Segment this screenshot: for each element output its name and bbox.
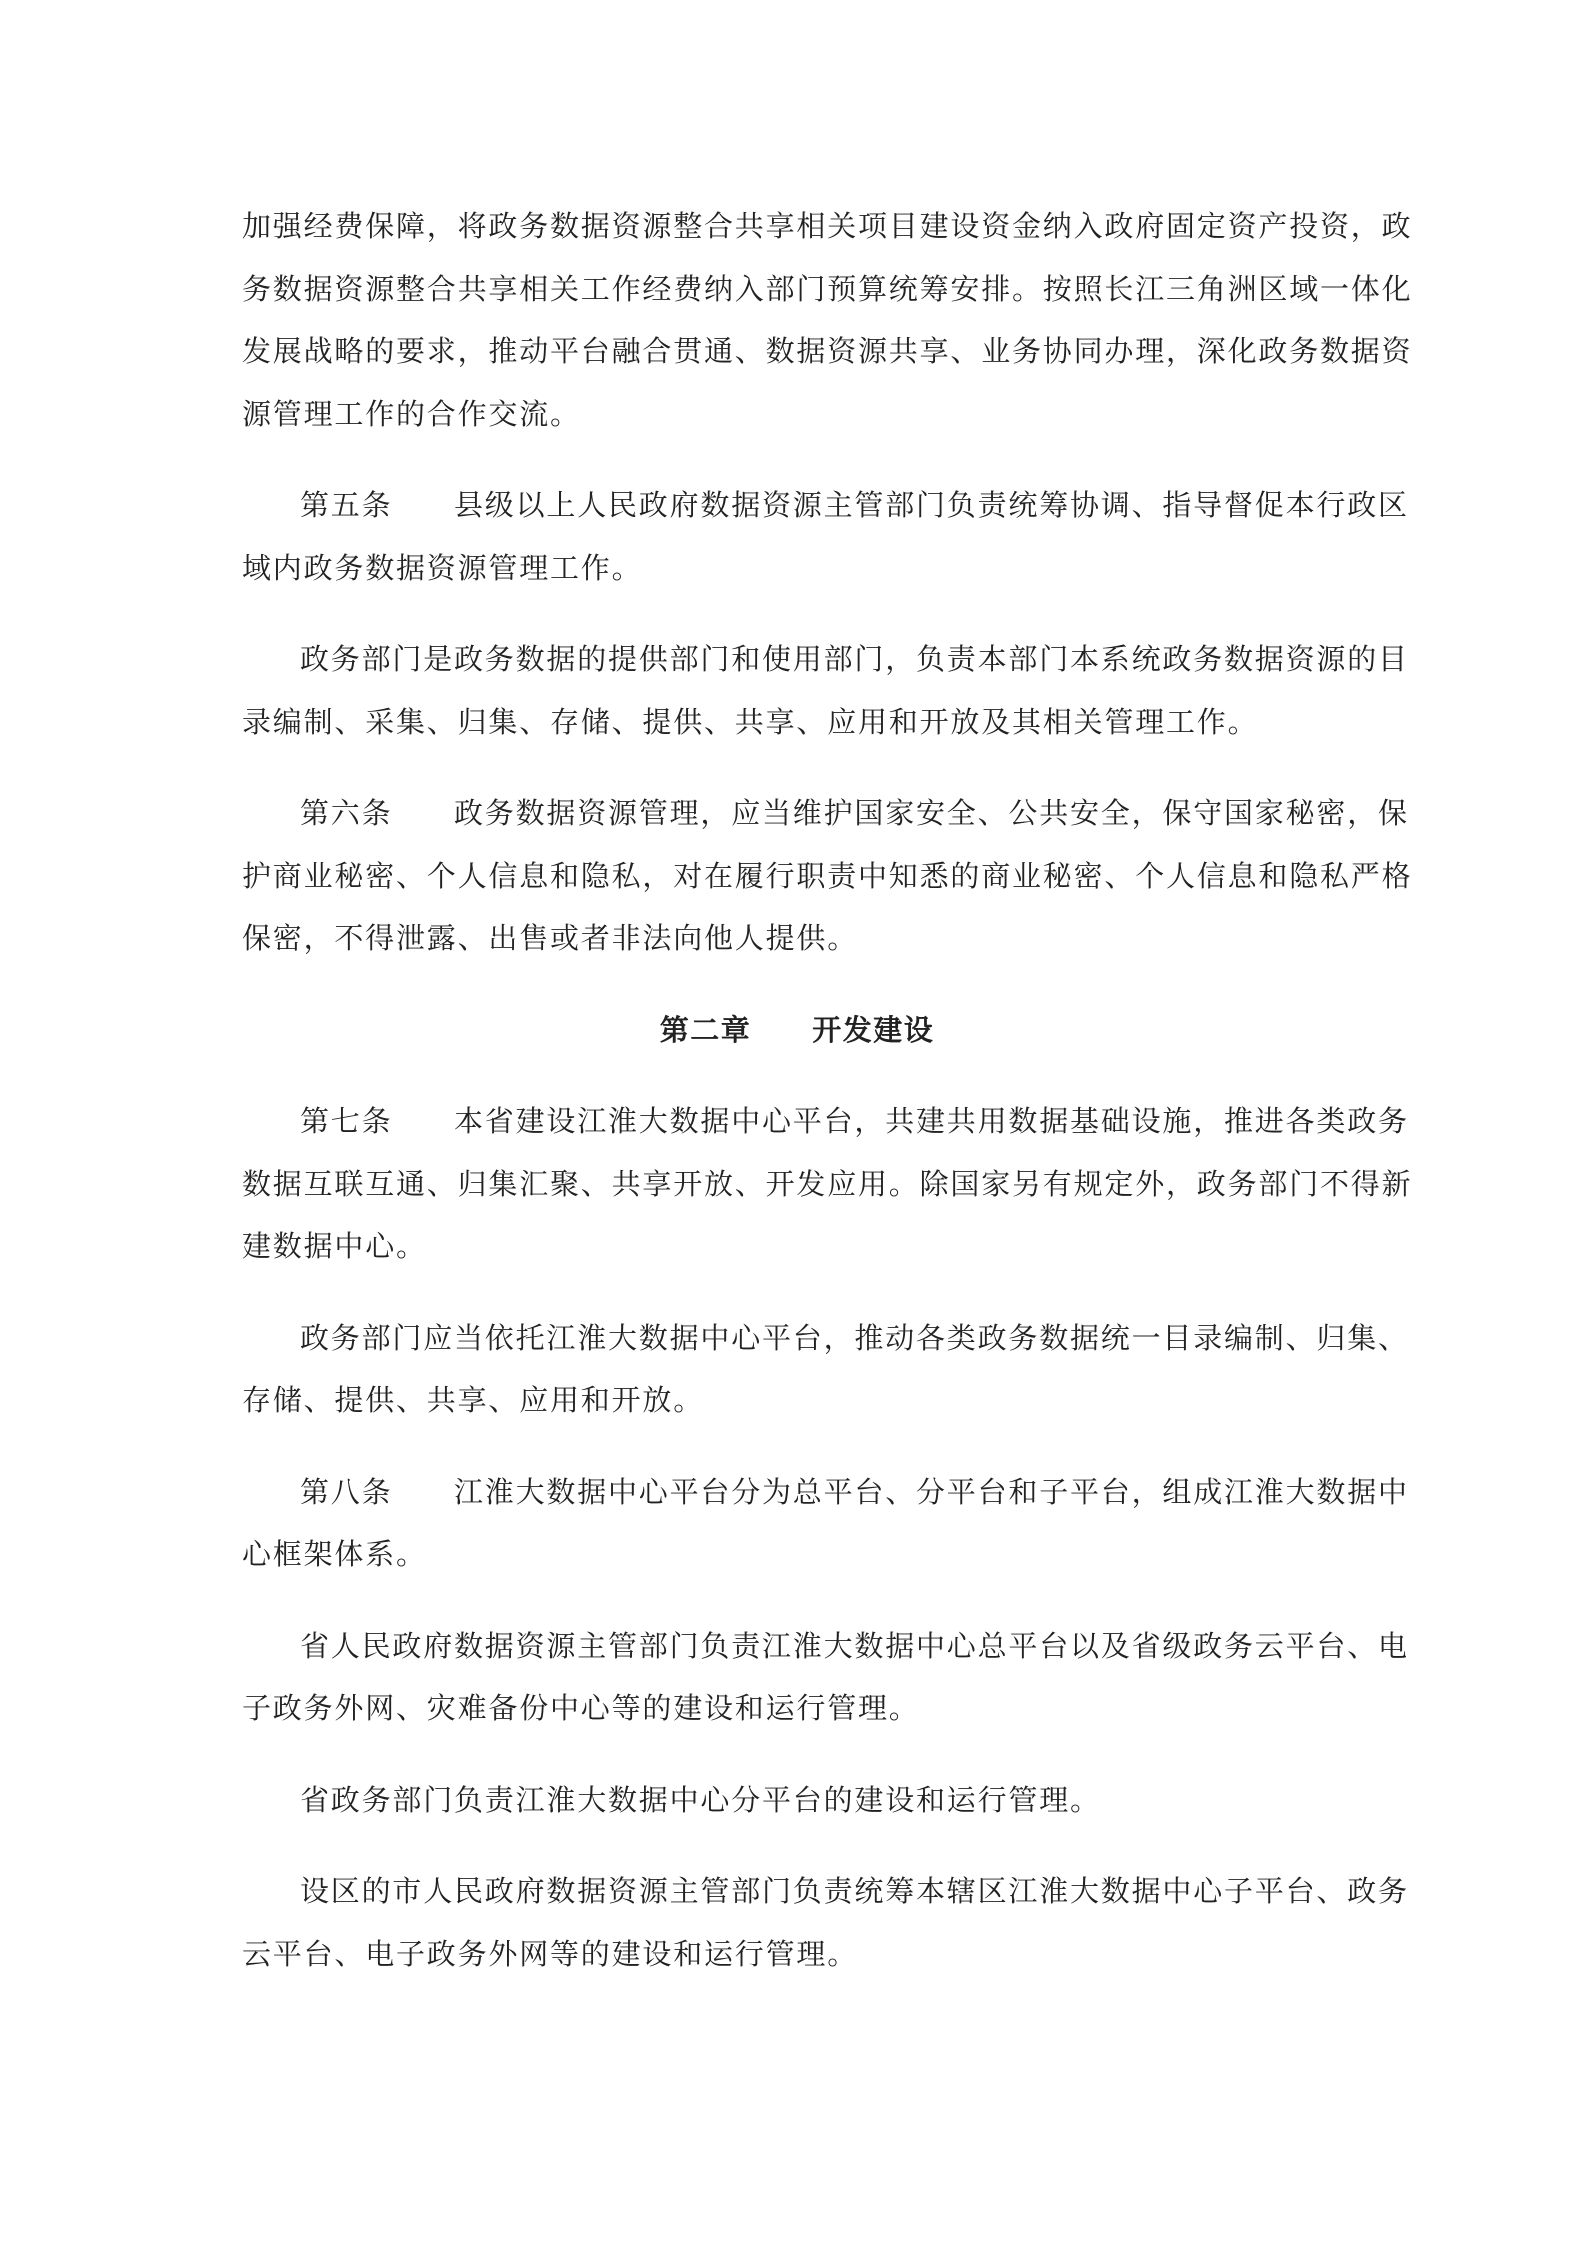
text-line: 第七条 本省建设江淮大数据中心平台，共建共用数据基础设施，推进各类政务 xyxy=(300,1104,1409,1138)
text-line: 护商业秘密、个人信息和隐私，对在履行职责中知悉的商业秘密、个人信息和隐私严格 xyxy=(242,858,1413,893)
text-line: 建数据中心。 xyxy=(242,1229,427,1263)
text-line: 云平台、电子政务外网等的建设和运行管理。 xyxy=(242,1936,859,1971)
text-line: 源管理工作的合作交流。 xyxy=(242,396,581,431)
paragraph xyxy=(242,628,1409,753)
paragraph xyxy=(242,1615,1409,1740)
document-body xyxy=(242,195,1413,2014)
paragraph xyxy=(242,782,1413,970)
text-line: 心框架体系。 xyxy=(242,1537,427,1571)
paragraph xyxy=(242,1461,1409,1586)
paragraph xyxy=(242,474,1409,599)
text-line: 域内政务数据资源管理工作。 xyxy=(242,550,643,585)
text-line: 存储、提供、共享、应用和开放。 xyxy=(242,1383,705,1417)
paragraph xyxy=(242,1860,1409,1985)
paragraph xyxy=(242,1090,1413,1278)
chapter-heading: 第二章 开发建设 xyxy=(659,1012,935,1047)
paragraph xyxy=(242,195,1413,445)
text-line: 务数据资源整合共享相关工作经费纳入部门预算统筹安排。按照长江三角洲区域一体化 xyxy=(242,271,1413,306)
text-line: 录编制、采集、归集、存储、提供、共享、应用和开放及其相关管理工作。 xyxy=(242,704,1259,739)
text-line: 数据互联互通、归集汇聚、共享开放、开发应用。除国家另有规定外，政务部门不得新 xyxy=(242,1166,1413,1201)
text-line: 保密，不得泄露、出售或者非法向他人提供。 xyxy=(242,921,859,955)
text-line: 第六条 政务数据资源管理，应当维护国家安全、公共安全，保守国家秘密，保 xyxy=(300,796,1409,830)
text-line: 子政务外网、灾难备份中心等的建设和运行管理。 xyxy=(242,1691,920,1725)
text-line: 发展战略的要求，推动平台融合贯通、数据资源共享、业务协同办理，深化政务数据资 xyxy=(242,334,1413,368)
text-line: 省人民政府数据资源主管部门负责江淮大数据中心总平台以及省级政务云平台、电 xyxy=(300,1628,1409,1663)
paragraph xyxy=(242,1769,1352,1832)
paragraph xyxy=(242,1307,1409,1432)
text-line: 设区的市人民政府数据资源主管部门负责统筹本辖区江淮大数据中心子平台、政务 xyxy=(300,1874,1409,1908)
text-line: 第八条 江淮大数据中心平台分为总平台、分平台和子平台，组成江淮大数据中 xyxy=(300,1474,1409,1509)
text-line: 政务部门应当依托江淮大数据中心平台，推动各类政务数据统一目录编制、归集、 xyxy=(300,1320,1409,1355)
text-line: 政务部门是政务数据的提供部门和使用部门，负责本部门本系统政务数据资源的目 xyxy=(300,642,1409,676)
text-line: 加强经费保障，将政务数据资源整合共享相关项目建设资金纳入政府固定资产投资，政 xyxy=(242,209,1413,243)
text-line: 第五条 县级以上人民政府数据资源主管部门负责统筹协调、指导督促本行政区 xyxy=(300,488,1409,522)
text-line: 省政务部门负责江淮大数据中心分平台的建设和运行管理。 xyxy=(300,1782,1101,1817)
